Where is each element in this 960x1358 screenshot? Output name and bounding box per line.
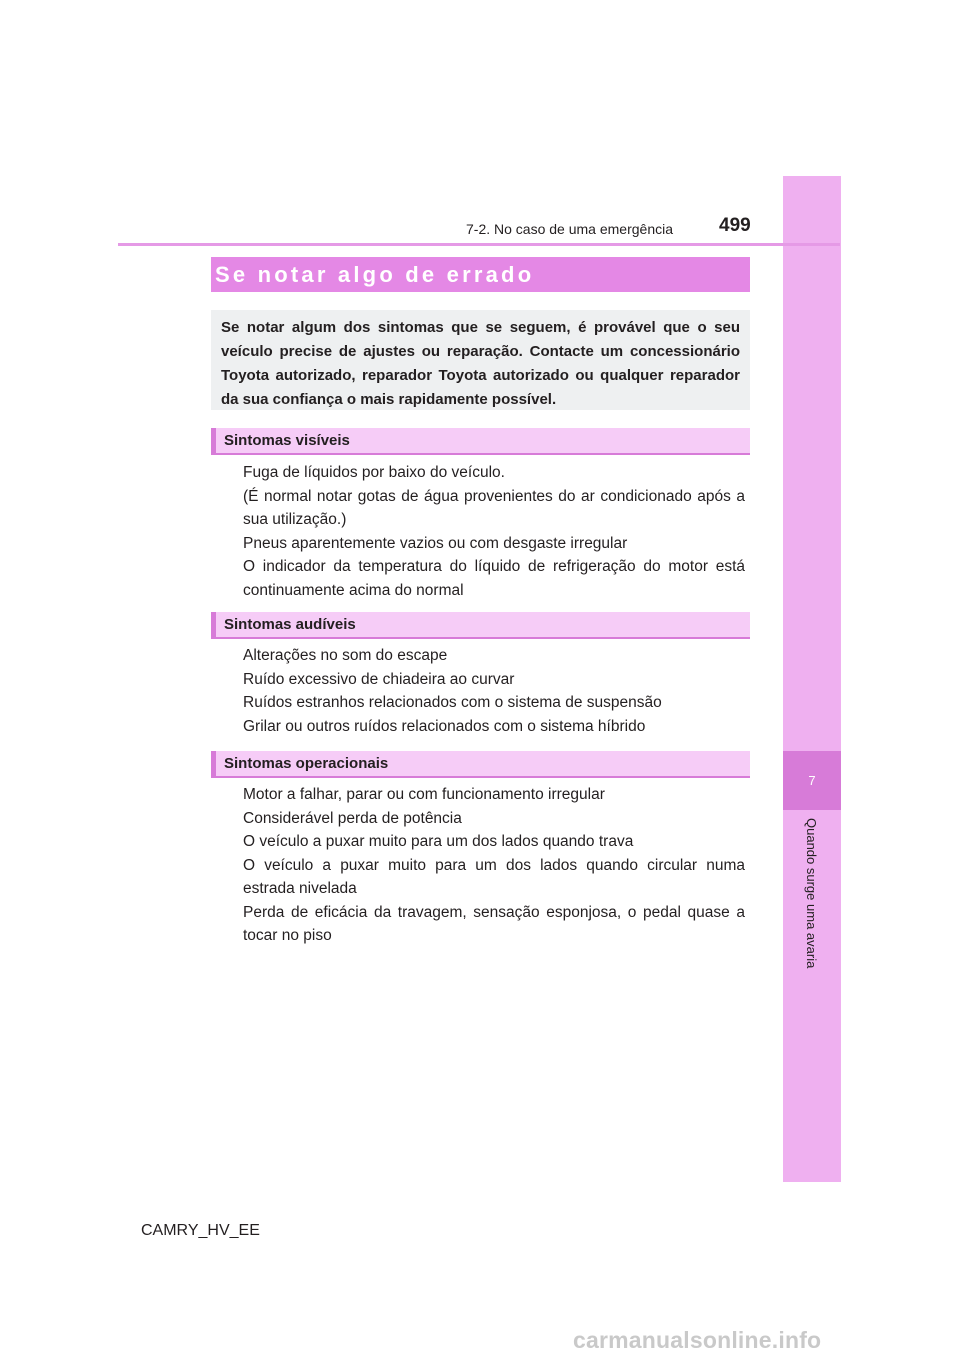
- heading-audible-symptoms: Sintomas audíveis: [211, 612, 750, 639]
- list-item: Pneus aparentemente vazios ou com desgaste irregular: [243, 534, 628, 552]
- header-section-title: 7-2. No caso de uma emergência: [466, 221, 673, 237]
- heading-visible-symptoms: Sintomas visíveis: [211, 428, 750, 455]
- list-item: Alterações no som do escape: [243, 647, 448, 664]
- page-title: Se notar algo de errado: [211, 257, 750, 292]
- chapter-label: Quando surge uma avaria: [804, 818, 819, 969]
- list-item: Fuga de líquidos por baixo do veículo.: [243, 464, 505, 481]
- header-divider: [118, 243, 840, 246]
- operational-symptoms-list: [243, 783, 745, 948]
- visible-symptoms-list: [243, 461, 745, 602]
- chapter-number: 7: [783, 751, 841, 810]
- side-chapter-tab: [783, 176, 841, 1182]
- list-item: Grilar ou outros ruídos relacionados com o sistema híbrido: [243, 717, 646, 735]
- list-item: (É normal notar gotas de água provenientes do ar condicionado após a sua utilização.): [243, 487, 745, 528]
- list-item: O indicador da temperatura do líquido de refrigeração do motor está continuamente acima do normal: [243, 558, 745, 599]
- page-number: 499: [719, 215, 751, 236]
- list-item: Considerável perda de potência: [243, 809, 462, 827]
- watermark: carmanualsonline.info: [573, 1327, 822, 1353]
- heading-operational-symptoms: Sintomas operacionais: [211, 751, 750, 778]
- list-item: O veículo a puxar muito para um dos lados quando circular numa estrada nivelada: [243, 856, 745, 897]
- list-item: Ruídos estranhos relacionados com o sistema de suspensão: [243, 694, 662, 711]
- model-code: CAMRY_HV_EE: [141, 1222, 260, 1239]
- audible-symptoms-list: [243, 644, 745, 738]
- list-item: Motor a falhar, parar ou com funcionamento irregular: [243, 786, 605, 803]
- list-item: O veículo a puxar muito para um dos lados quando trava: [243, 833, 634, 850]
- list-item: Ruído excessivo de chiadeira ao curvar: [243, 670, 515, 688]
- intro-paragraph: Se notar algum dos sintomas que se seguem, é provável que o seu veículo precise de ajustes ou reparação. Contacte um concessionário Toyota autorizado, reparador Toyota autorizado ou qualquer reparador da sua confiança o mais rapidamente possível.: [211, 310, 750, 410]
- list-item: Perda de eficácia da travagem, sensação esponjosa, o pedal quase a tocar no piso: [243, 903, 745, 944]
